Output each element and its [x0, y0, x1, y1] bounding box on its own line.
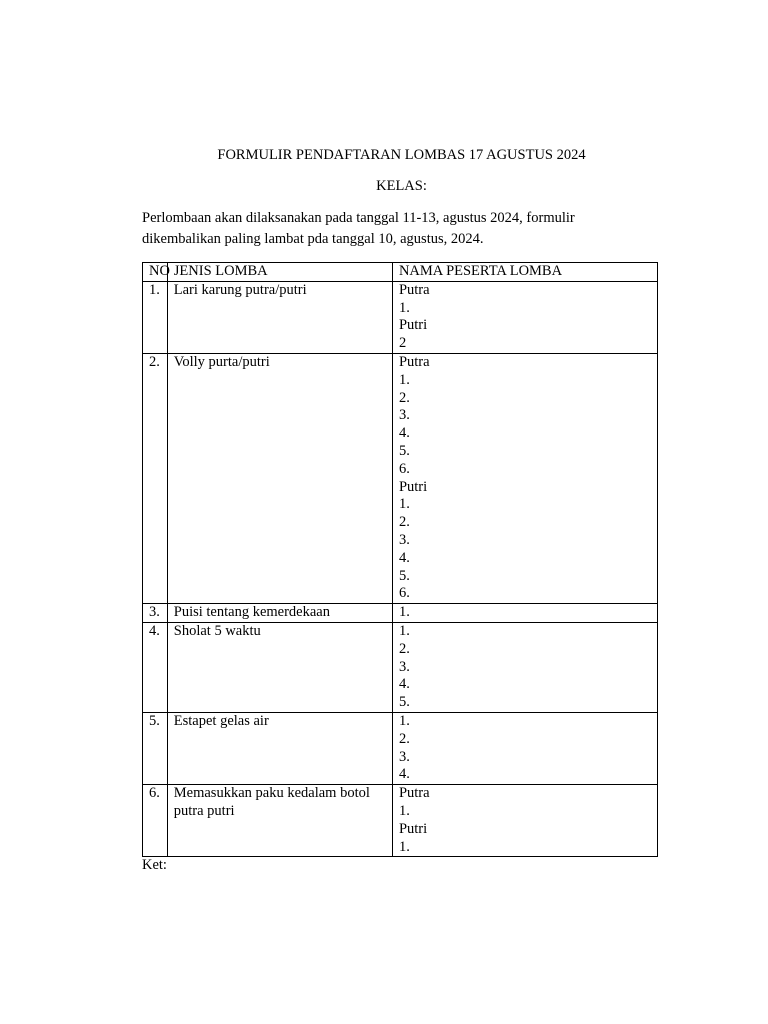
jenis-lomba-line: Estapet gelas air [173, 712, 269, 729]
peserta-line[interactable]: 4. [398, 549, 410, 566]
peserta-line[interactable]: 4. [398, 766, 410, 783]
cell-no: 1. [143, 281, 168, 353]
peserta-line[interactable]: 1. [398, 496, 410, 513]
peserta-line[interactable]: 1. [398, 622, 410, 639]
header-no: NO [143, 263, 168, 282]
registration-table [142, 262, 658, 857]
intro-paragraph [142, 208, 662, 250]
kelas-label: KELAS: [376, 178, 427, 194]
jenis-lomba-line: Lari karung putra/putri [173, 281, 307, 298]
intro-line: Perlombaan akan dilaksanakan pada tanggal 11-13, agustus 2024, formulir [142, 210, 575, 226]
cell-nama-peserta [392, 712, 657, 784]
peserta-line[interactable]: Putri [398, 820, 428, 837]
peserta-line[interactable]: 2. [398, 389, 410, 406]
cell-jenis-lomba [167, 604, 392, 623]
peserta-line[interactable]: 1. [398, 299, 410, 316]
peserta-line[interactable]: Putra [398, 281, 430, 298]
cell-no: 3. [143, 604, 168, 623]
peserta-line[interactable]: 4. [398, 676, 410, 693]
peserta-line[interactable]: 3. [398, 658, 410, 675]
table-row [143, 281, 658, 353]
jenis-lomba-line: Memasukkan paku kedalam botol [173, 785, 370, 802]
peserta-line[interactable]: Putri [398, 317, 428, 334]
jenis-lomba-line: Volly purta/putri [173, 353, 270, 370]
cell-jenis-lomba [167, 281, 392, 353]
table-body [143, 281, 658, 857]
table-row [143, 353, 658, 603]
cell-nama-peserta [392, 622, 657, 712]
peserta-line[interactable]: 2. [398, 640, 410, 657]
peserta-line[interactable]: 6. [398, 460, 410, 477]
peserta-line[interactable]: 5. [398, 694, 410, 711]
peserta-line[interactable]: 1. [398, 712, 410, 729]
table-row [143, 785, 658, 857]
table-row [143, 712, 658, 784]
peserta-line[interactable]: 6. [398, 585, 410, 602]
peserta-line[interactable]: 3. [398, 748, 410, 765]
peserta-line[interactable]: 1. [398, 802, 410, 819]
table-header-row [143, 263, 658, 282]
peserta-line[interactable]: 4. [398, 425, 410, 442]
cell-nama-peserta [392, 604, 657, 623]
peserta-line[interactable]: 3. [398, 531, 410, 548]
peserta-line[interactable]: 2 [398, 335, 407, 352]
peserta-line[interactable]: 1. [398, 604, 410, 621]
header-nama-peserta: NAMA PESERTA LOMBA [392, 263, 657, 282]
peserta-line[interactable]: 1. [398, 371, 410, 388]
jenis-lomba-line: putra putri [173, 802, 235, 819]
cell-nama-peserta [392, 785, 657, 857]
document-title: FORMULIR PENDAFTARAN LOMBAS 17 AGUSTUS 2024 [217, 147, 586, 163]
jenis-lomba-line: Puisi tentang kemerdekaan [173, 604, 330, 621]
cell-no: 5. [143, 712, 168, 784]
peserta-line[interactable]: 2. [398, 514, 410, 531]
table-row [143, 604, 658, 623]
cell-no: 6. [143, 785, 168, 857]
cell-no: 2. [143, 353, 168, 603]
header-jenis-lomba: JENIS LOMBA [167, 263, 392, 282]
peserta-line[interactable]: Putra [398, 353, 430, 370]
peserta-line[interactable]: 5. [398, 567, 410, 584]
cell-jenis-lomba [167, 712, 392, 784]
peserta-line[interactable]: 2. [398, 730, 410, 747]
peserta-line[interactable]: 5. [398, 442, 410, 459]
intro-line: dikembalikan paling lambat pda tanggal 10, agustus, 2024. [142, 231, 484, 247]
cell-jenis-lomba [167, 353, 392, 603]
cell-jenis-lomba [167, 622, 392, 712]
ket-label: Ket: [142, 857, 167, 873]
cell-nama-peserta [392, 353, 657, 603]
peserta-line[interactable]: 1. [398, 838, 410, 855]
cell-nama-peserta [392, 281, 657, 353]
peserta-line[interactable]: 3. [398, 407, 410, 424]
peserta-line[interactable]: Putra [398, 785, 430, 802]
jenis-lomba-line: Sholat 5 waktu [173, 622, 261, 639]
cell-jenis-lomba [167, 785, 392, 857]
peserta-line[interactable]: Putri [398, 478, 428, 495]
cell-no: 4. [143, 622, 168, 712]
table-row [143, 622, 658, 712]
